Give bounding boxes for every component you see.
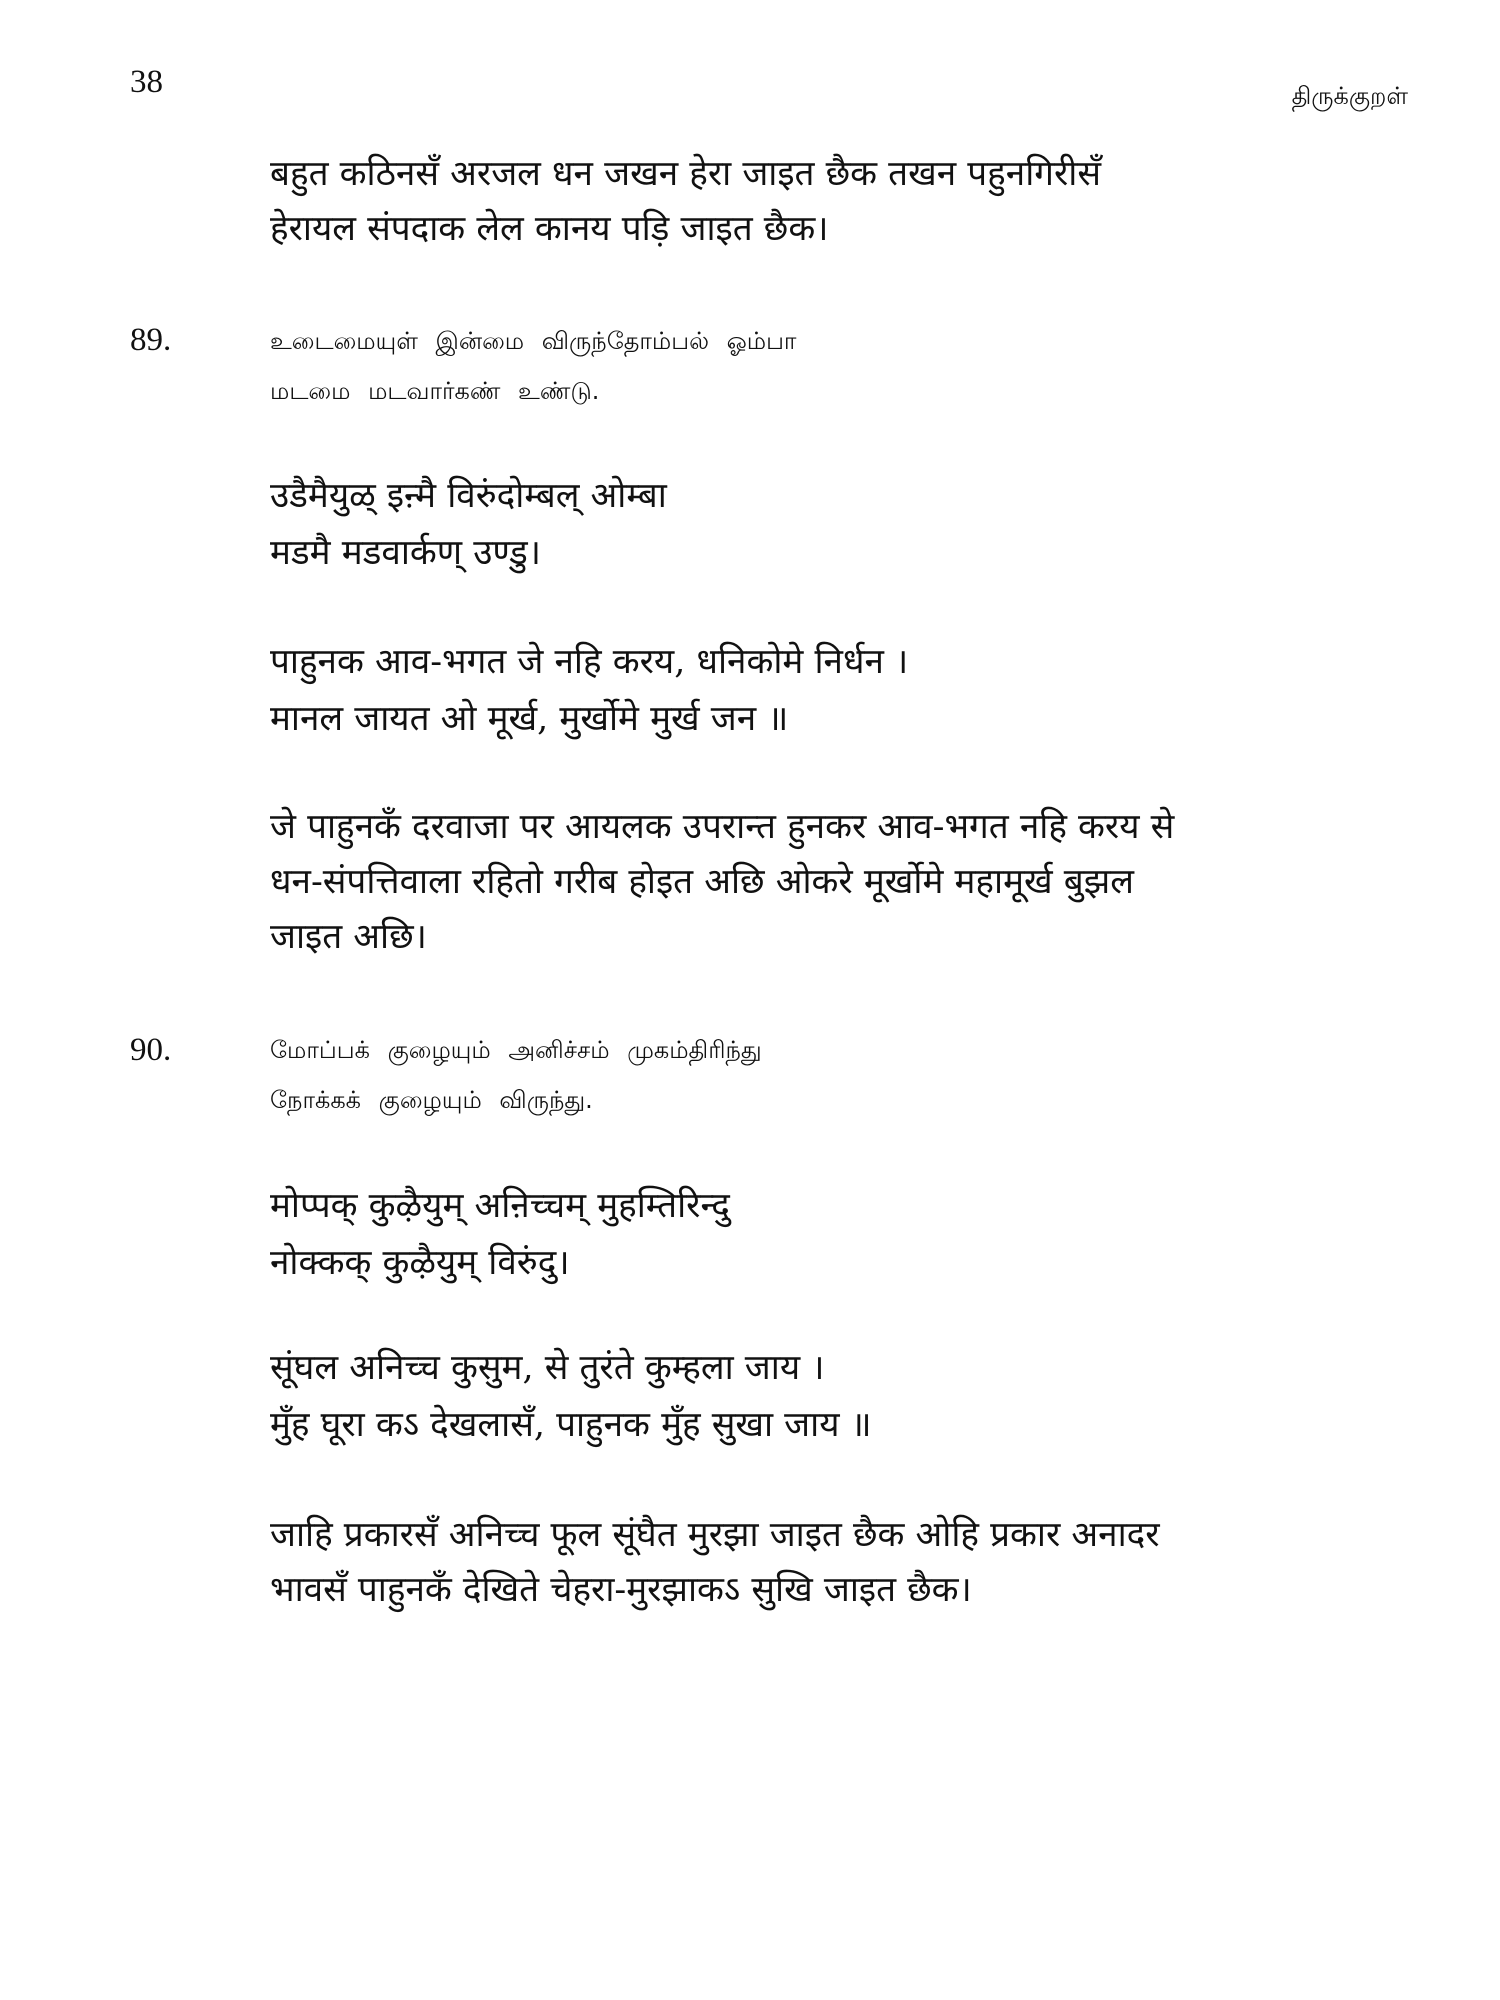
explanation-line: जाइत अछि। xyxy=(270,917,427,957)
transliteration-line: मडमै मडवार्कण् उण्डु। xyxy=(270,533,541,573)
tamil-line: மோப்பக் குழையும் அனிச்சம் முகம்திரிந்து xyxy=(270,1036,762,1064)
tamil-line: மடமை மடவார்கண் உண்டு. xyxy=(270,377,600,405)
intro-paragraph xyxy=(270,147,1430,257)
verse-number: 90. xyxy=(130,1032,172,1068)
transliteration-line: मोप्पक् कुऴैयुम् अऩिच्चम् मुहम्तिरिन्दु xyxy=(270,1186,730,1226)
maithili-couplet xyxy=(270,634,908,748)
tamil-verse xyxy=(270,1025,762,1125)
tamil-verse xyxy=(270,316,796,416)
paragraph-line: हेरायल संपदाक लेल कानय पड़ि जाइत छैक। xyxy=(270,209,829,249)
running-title: திருக்குறள் xyxy=(1291,82,1408,110)
couplet-line: मुँह घूरा कऽ देखलासँ, पाहुनक मुँह सुखा जाय ॥ xyxy=(270,1405,872,1445)
tamil-line: நோக்கக் குழையும் விருந்து. xyxy=(270,1086,593,1114)
verse-number: 89. xyxy=(130,322,172,358)
explanation-line: भावसँ पाहुनकँ देखिते चेहरा-मुरझाकऽ सुखि जाइत छैक। xyxy=(270,1570,972,1610)
paragraph-line: बहुत कठिनसँ अरजल धन जखन हेरा जाइत छैक तखन पहुनगिरीसँ xyxy=(270,154,1102,194)
transliteration-line: उडैमैयुळ् इऩ्मै विरुंदोम्बल् ओम्बा xyxy=(270,476,667,516)
explanation-line: जे पाहुनकँ दरवाजा पर आयलक उपरान्त हुनकर आव-भगत नहि करय से xyxy=(270,807,1175,847)
explanation-paragraph xyxy=(270,1508,1430,1618)
explanation-paragraph xyxy=(270,800,1430,965)
page-number: 38 xyxy=(130,64,163,100)
explanation-line: धन-संपत्तिवाला रहितो गरीब होइत अछि ओकरे मूर्खोमे महामूर्ख बुझल xyxy=(270,862,1134,902)
transliteration xyxy=(270,468,667,582)
maithili-couplet xyxy=(270,1340,872,1454)
transliteration-line: नोक्कक् कुऴैयुम् विरुंदु। xyxy=(270,1243,570,1283)
transliteration xyxy=(270,1178,730,1292)
explanation-line: जाहि प्रकारसँ अनिच्च फूल सूंघैत मुरझा जाइत छैक ओहि प्रकार अनादर xyxy=(270,1515,1160,1555)
couplet-line: मानल जायत ओ मूर्ख, मुर्खोमे मुर्ख जन ॥ xyxy=(270,699,789,739)
couplet-line: पाहुनक आव-भगत जे नहि करय, धनिकोमे निर्धन । xyxy=(270,642,909,682)
tamil-line: உடைமையுள் இன்மை விருந்தோம்பல் ஓம்பா xyxy=(270,327,797,355)
couplet-line: सूंघल अनिच्च कुसुम, से तुरंते कुम्हला जाय । xyxy=(270,1348,825,1388)
